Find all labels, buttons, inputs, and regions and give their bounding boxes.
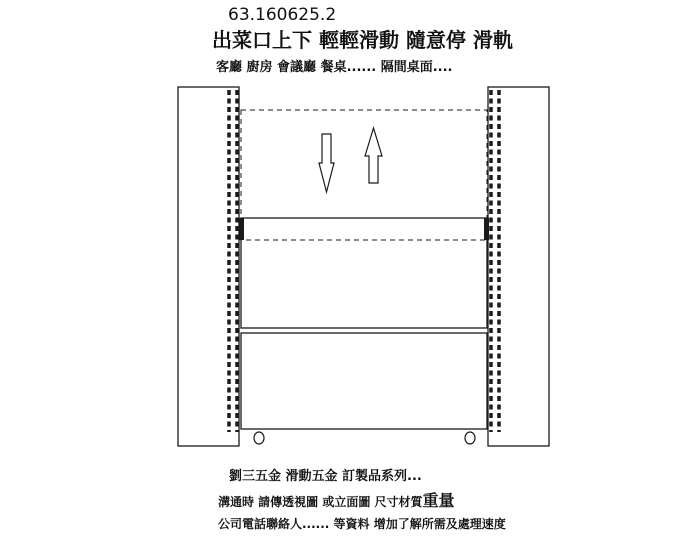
brand-line: 劉三五金 滑動五金 訂製品系列... (229, 469, 422, 484)
contact-line-2: 公司電話聯絡人...... 等資料 增加了解所需及處理速度 (218, 517, 506, 531)
contact-line-1-text: 溝通時 請傳透視圖 或立面圖 尺寸材質 (218, 495, 423, 509)
model-code: 63.160625.2 (228, 5, 337, 25)
left-rail-clip (239, 218, 244, 240)
right-rail-track (491, 90, 499, 432)
sliding-panel (241, 218, 487, 328)
raised-panel-outline (241, 110, 487, 240)
right-rail-post (488, 87, 549, 446)
contact-line-1-weight: 重量 (422, 491, 455, 510)
up-arrow-icon (365, 128, 382, 183)
lower-cabinet (241, 333, 487, 429)
use-cases-subtitle: 客廳 廚房 會議廳 餐桌...... 隔間桌面.... (216, 60, 453, 75)
page-title: 出菜口上下 輕輕滑動 隨意停 滑軌 (212, 28, 513, 52)
left-caster-wheel (254, 432, 264, 444)
contact-line-1 (218, 493, 455, 509)
left-rail-track (229, 90, 237, 432)
right-caster-wheel (465, 432, 475, 444)
right-rail-clip (484, 218, 489, 240)
down-arrow-icon (319, 134, 334, 192)
